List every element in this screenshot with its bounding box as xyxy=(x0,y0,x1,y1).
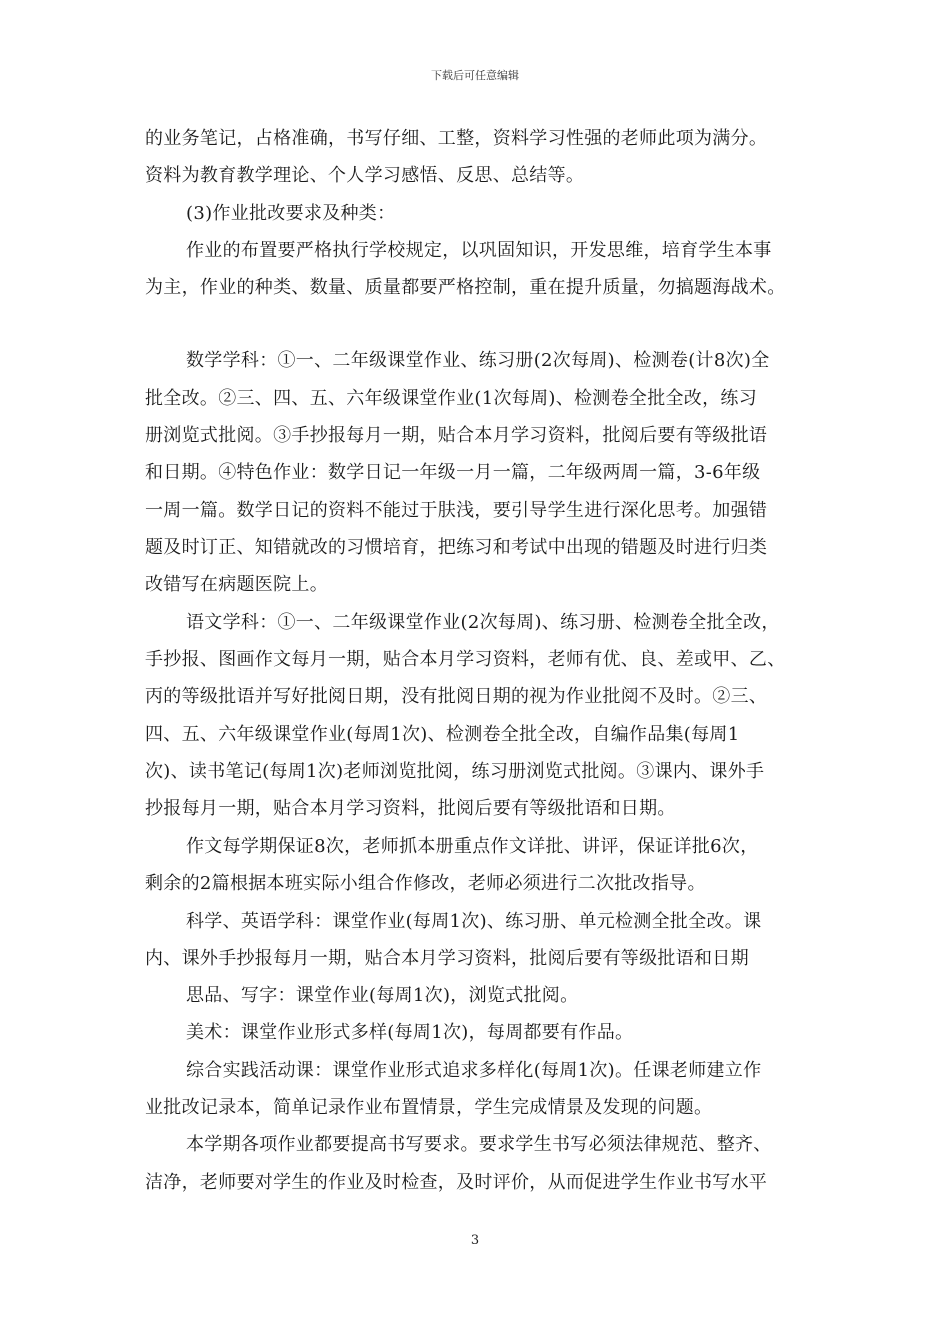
page-header: 下载后可任意编辑 xyxy=(431,69,519,82)
text-line: 资料为教育教学理论、个人学习感悟、反思、总结等。 xyxy=(145,165,585,186)
text-line: 改错写在病题医院上。 xyxy=(145,574,328,595)
page-number: 3 xyxy=(470,1233,480,1248)
text-line: 语文学科：①一、二年级课堂作业(2次每周)、练习册、检测卷全批全改， xyxy=(186,612,780,633)
text-line: 综合实践活动课：课堂作业形式追求多样化(每周1次)。任课老师建立作 xyxy=(186,1060,762,1081)
text-line: 册浏览式批阅。③手抄报每月一期，贴合本月学习资料，批阅后要有等级批语 xyxy=(145,425,768,446)
text-line: 业批改记录本，简单记录作业布置情景，学生完成情景及发现的问题。 xyxy=(145,1097,713,1118)
text-line: 剩余的2篇根据本班实际小组合作修改，老师必须进行二次批改指导。 xyxy=(145,873,706,894)
text-line: 次)、读书笔记(每周1次)老师浏览批阅，练习册浏览式批阅。③课内、课外手 xyxy=(145,761,765,782)
text-line: 一周一篇。数学日记的资料不能过于肤浅，要引导学生进行深化思考。加强错 xyxy=(145,500,768,521)
text-line: 手抄报、图画作文每月一期，贴合本月学习资料，老师有优、良、差或甲、乙、 xyxy=(145,649,786,670)
text-line: (3)作业批改要求及种类： xyxy=(186,203,396,224)
text-line: 数学学科：①一、二年级课堂作业、练习册(2次每周)、检测卷(计8次)全 xyxy=(186,350,770,371)
text-line: 题及时订正、知错就改的习惯培育，把练习和考试中出现的错题及时进行归类 xyxy=(145,537,768,558)
text-line: 抄报每月一期，贴合本月学习资料，批阅后要有等级批语和日期。 xyxy=(145,798,676,819)
text-line: 科学、英语学科：课堂作业(每周1次)、练习册、单元检测全批全改。课 xyxy=(186,911,762,932)
text-line: 为主，作业的种类、数量、质量都要严格控制，重在提升质量，勿搞题海战术。 xyxy=(145,277,786,298)
text-line: 作文每学期保证8次，老师抓本册重点作文详批、讲评，保证详批6次， xyxy=(186,836,759,857)
text-line: 内、课外手抄报每月一期，贴合本月学习资料，批阅后要有等级批语和日期 xyxy=(145,948,749,969)
text-line: 四、五、六年级课堂作业(每周1次)、检测卷全批全改，自编作品集(每周1 xyxy=(145,724,740,745)
text-line: 美术：课堂作业形式多样(每周1次)，每周都要有作品。 xyxy=(186,1022,634,1043)
text-line: 作业的布置要严格执行学校规定，以巩固知识，开发思维，培育学生本事 xyxy=(186,240,772,261)
text-line: 本学期各项作业都要提高书写要求。要求学生书写必须法律规范、整齐、 xyxy=(186,1134,772,1155)
text-line: 批全改。②三、四、五、六年级课堂作业(1次每周)、检测卷全批全改，练习 xyxy=(145,388,757,409)
text-line: 思品、写字：课堂作业(每周1次)，浏览式批阅。 xyxy=(186,985,579,1006)
text-line: 的业务笔记，占格准确，书写仔细、工整，资料学习性强的老师此项为满分。 xyxy=(145,128,768,149)
text-line: 丙的等级批语并写好批阅日期，没有批阅日期的视为作业批阅不及时。②三、 xyxy=(145,686,768,707)
text-line: 和日期。④特色作业：数学日记一年级一月一篇，二年级两周一篇，3-6年级 xyxy=(145,462,761,483)
text-line: 洁净，老师要对学生的作业及时检查，及时评价，从而促进学生作业书写水平 xyxy=(145,1172,768,1193)
